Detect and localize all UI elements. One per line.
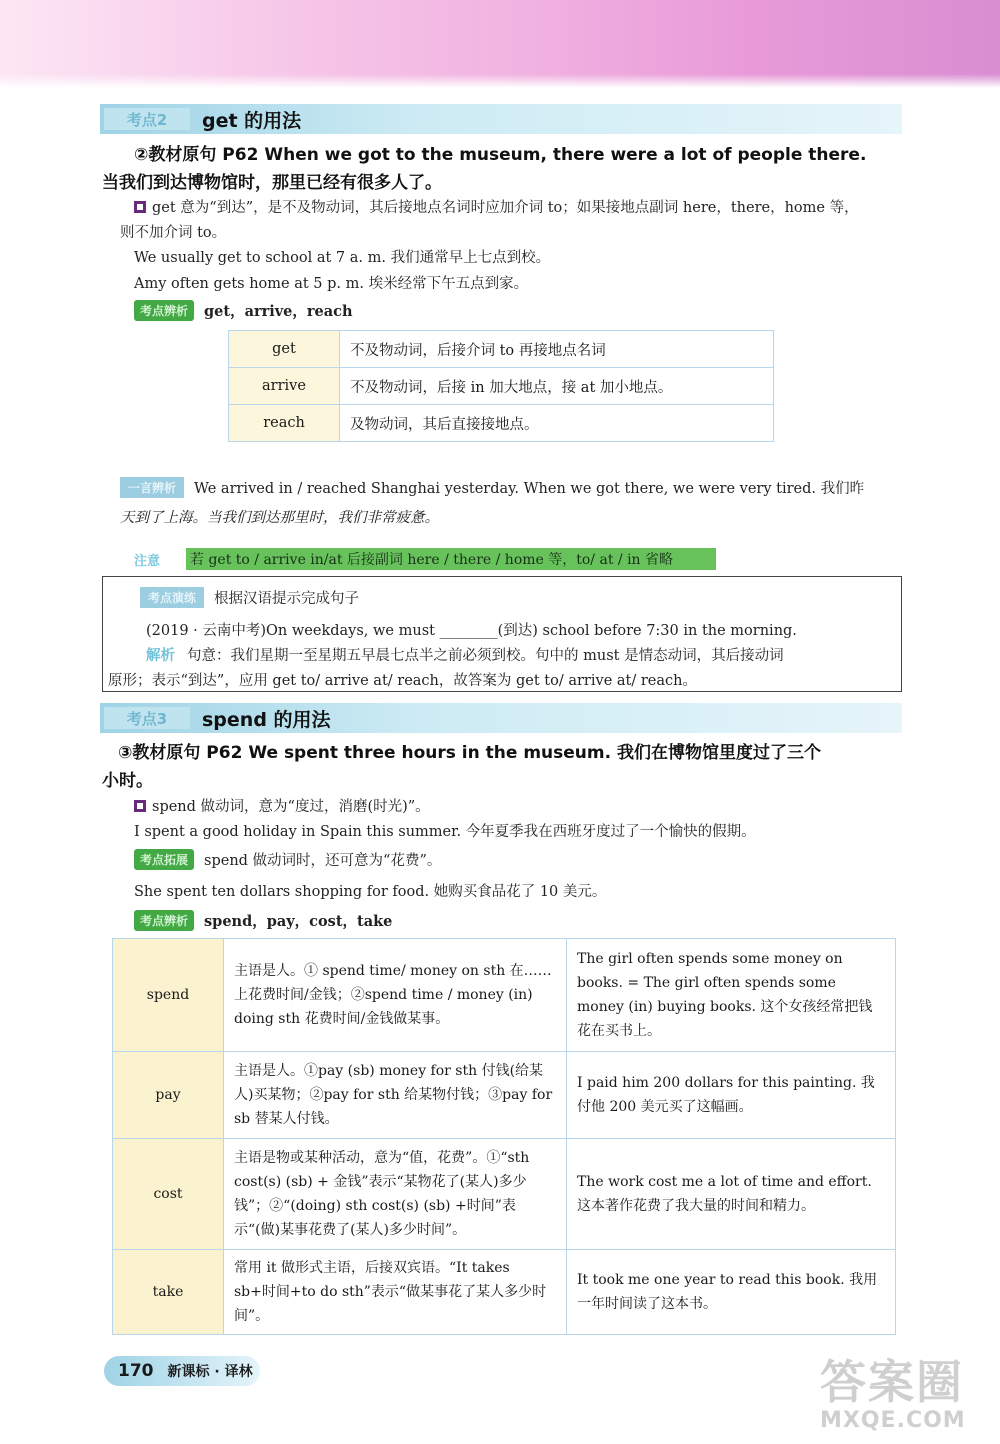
- practice-line: 一言辨析 We arrived in / reached Shanghai yesterday. When we got there, we were very tired. 我们昨: [120, 477, 864, 498]
- table-row: [113, 939, 896, 1052]
- table-cell-word: take: [113, 1250, 224, 1335]
- watermark-url: MXQE.COM: [820, 1408, 966, 1433]
- table-cell-word: cost: [113, 1139, 224, 1250]
- compare-table-get-arrive-reach: [228, 330, 774, 442]
- page-number: 170: [118, 1361, 154, 1381]
- table-row: [229, 368, 774, 405]
- table-cell-word: pay: [113, 1052, 224, 1139]
- section-tag: 考点3: [104, 707, 190, 729]
- square-bullet-icon: [134, 800, 146, 812]
- compare-tag: 考点辨析: [134, 910, 194, 931]
- compare-tag: 考点辨析: [134, 300, 194, 321]
- top-banner: [0, 0, 1000, 88]
- extend-line: 考点拓展 spend 做动词时，还可意为“花费”。: [134, 849, 441, 870]
- table-row: [229, 405, 774, 442]
- explanation-line: get 意为“到达”，是不及物动词，其后接地点名词时应加介词 to；如果接地点副词 here，there，home 等，: [134, 196, 859, 217]
- exercise-question: (2019 · 云南中考)On weekdays, we must ________(到达) school before 7:30 in the morning.: [146, 623, 797, 639]
- section-header-spend: [100, 703, 902, 733]
- exercise-heading: 考点演练 根据汉语提示完成句子: [140, 587, 359, 608]
- table-cell-example: I paid him 200 dollars for this painting. 我付他 200 美元买了这幅画。: [567, 1052, 896, 1139]
- table-cell-example: It took me one year to read this book. 我用一年时间读了这本书。: [567, 1250, 896, 1335]
- table-cell-desc: 及物动词，其后直接接地点。: [340, 405, 774, 442]
- table-row: [113, 1250, 896, 1335]
- example-sentence: I spent a good holiday in Spain this summer. 今年夏季我在西班牙度过了一个愉快的假期。: [134, 824, 756, 840]
- table-cell-word: get: [229, 331, 340, 368]
- table-cell-usage: 常用 it 做形式主语，后接双宾语。“It takes sb+时间+to do sth”表示“做某事花了某人多少时间”。: [224, 1250, 567, 1335]
- compare-heading: 考点辨析 get，arrive，reach: [134, 300, 353, 321]
- table-row: [113, 1139, 896, 1250]
- extend-tag: 考点拓展: [134, 849, 194, 870]
- source-sentence-translation: 小时。: [102, 771, 153, 791]
- table-row: [113, 1052, 896, 1139]
- table-cell-usage: 主语是人。① spend time/ money on sth 在……上花费时间/金钱；②spend time / money (in) doing sth 花费时间/金钱做某事。: [224, 939, 567, 1052]
- section-title: spend 的用法: [202, 708, 331, 731]
- compare-table-spend-pay-cost-take: [112, 938, 896, 1335]
- book-name: 新课标 · 译林: [167, 1364, 253, 1380]
- table-cell-example: The girl often spends some money on books. = The girl often spends some money (in) buying books. 这个女孩经常把钱花在买书上。: [567, 939, 896, 1052]
- table-cell-desc: 不及物动词，后接介词 to 再接地点名词: [340, 331, 774, 368]
- practice-tag: 一言辨析: [120, 477, 184, 498]
- analysis-line: 原形；表示“到达”，应用 get to/ arrive at/ reach，故答案为 get to/ arrive at/ reach。: [108, 673, 697, 689]
- example-sentence: We usually get to school at 7 a. m. 我们通常早上七点到校。: [134, 250, 551, 266]
- page-footer: [104, 1356, 260, 1386]
- square-bullet-icon: [134, 201, 146, 213]
- note-highlight: 若 get to / arrive in/at 后接副词 here / there / home 等，to/ at / in 省略: [186, 548, 716, 570]
- table-cell-usage: 主语是人。①pay (sb) money for sth 付钱(给某人)买某物；②pay for sth 给某物付钱；③pay for sb 替某人付钱。: [224, 1052, 567, 1139]
- exercise-tag: 考点演练: [140, 587, 204, 608]
- explanation-line: spend 做动词，意为“度过，消磨(时光)”。: [134, 795, 430, 816]
- watermark-logo: [820, 1346, 966, 1433]
- section-tag: 考点2: [104, 108, 190, 130]
- section-title: get 的用法: [202, 109, 302, 132]
- table-cell-example: The work cost me a lot of time and effort. 这本著作花费了我大量的时间和精力。: [567, 1139, 896, 1250]
- explanation-line: 则不加介词 to。: [120, 225, 227, 241]
- source-sentence: ②教材原句 P62 When we got to the museum, there were a lot of people there.: [134, 145, 867, 165]
- watermark-text: 答案圈: [820, 1355, 964, 1409]
- example-sentence: Amy often gets home at 5 p. m. 埃米经常下午五点到家。: [134, 276, 529, 292]
- section-header-get: [100, 104, 902, 134]
- table-cell-word: arrive: [229, 368, 340, 405]
- table-cell-word: reach: [229, 405, 340, 442]
- example-sentence: She spent ten dollars shopping for food. 她购买食品花了 10 美元。: [134, 884, 607, 900]
- analysis-line: 解析 句意：我们星期一至星期五早晨七点半之前必须到校。句中的 must 是情态动词，其后接动词: [146, 647, 784, 664]
- table-cell-desc: 不及物动词，后接 in 加大地点，接 at 加小地点。: [340, 368, 774, 405]
- table-cell-usage: 主语是物或某种活动，意为“值，花费”。①“sth cost(s) (sb) + 金钱”表示“某物花了(某人)多少钱”；②“(doing) sth cost(s) (sb) +时间”表示“(做)某事花费了(某人)多少时间”。: [224, 1139, 567, 1250]
- analysis-tag: 解析: [146, 647, 175, 664]
- note-tag: 注意: [134, 554, 161, 569]
- source-sentence-translation: 当我们到达博物馆时，那里已经有很多人了。: [102, 173, 442, 193]
- source-sentence: ③教材原句 P62 We spent three hours in the museum. 我们在博物馆里度过了三个: [118, 743, 821, 763]
- practice-line: 天到了上海。当我们到达那里时，我们非常疲惫。: [120, 510, 439, 526]
- table-row: [229, 331, 774, 368]
- compare-heading: 考点辨析 spend，pay，cost，take: [134, 910, 392, 931]
- table-cell-word: spend: [113, 939, 224, 1052]
